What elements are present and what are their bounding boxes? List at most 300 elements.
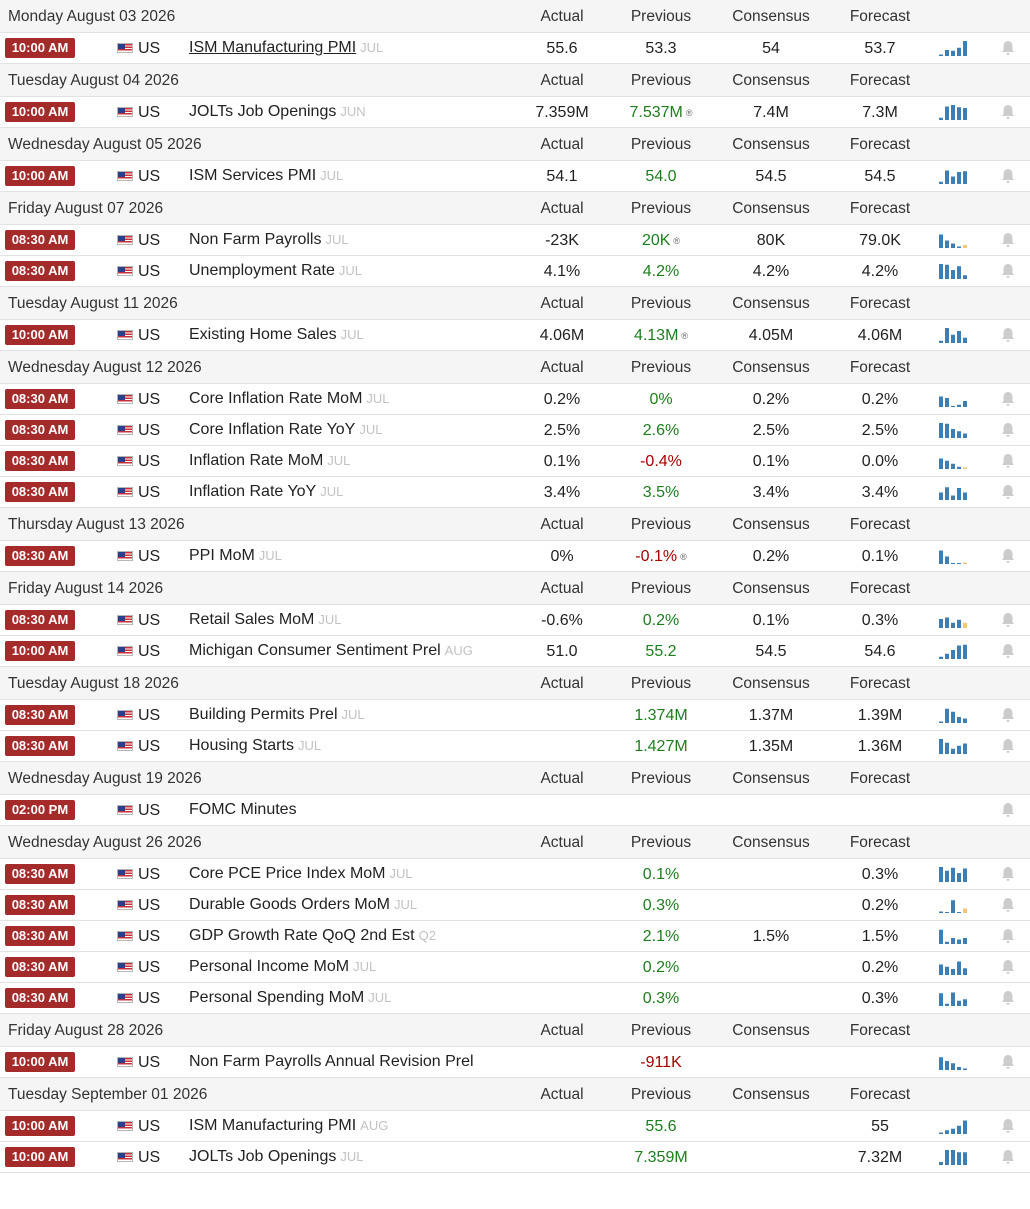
reference-period: JUL: [327, 453, 351, 468]
spark-bar: [951, 563, 955, 564]
bell-icon[interactable]: [1001, 104, 1015, 120]
previous-cell: [611, 232, 711, 250]
day-header: [0, 1078, 1030, 1111]
event-name[interactable]: [189, 989, 391, 1007]
history-sparkline[interactable]: [939, 612, 969, 628]
event-row[interactable]: [0, 33, 1030, 64]
day-header: [0, 826, 1030, 859]
event-title[interactable]: Core PCE Price Index MoM: [189, 865, 386, 882]
previous-value: 0.3%: [642, 990, 680, 1007]
sparkline-container[interactable]: [939, 1149, 969, 1165]
bell-icon[interactable]: [1001, 959, 1015, 975]
consensus-value: 1.37M: [748, 707, 794, 724]
event-title[interactable]: Durable Goods Orders MoM: [189, 896, 390, 913]
event-title[interactable]: Unemployment Rate: [189, 262, 335, 279]
sparkline-container[interactable]: [939, 263, 969, 279]
forecast-value: 0.0%: [861, 453, 899, 470]
event-row[interactable]: [0, 921, 1030, 952]
event-title[interactable]: Retail Sales MoM: [189, 611, 315, 628]
us-flag-icon: [117, 171, 133, 181]
column-header-forecast: Forecast: [849, 72, 911, 89]
time-badge: 08:30 AM: [5, 420, 75, 440]
history-sparkline[interactable]: [939, 422, 969, 438]
event-name[interactable]: [189, 231, 349, 249]
bell-icon[interactable]: [1001, 422, 1015, 438]
day-header: [0, 508, 1030, 541]
reference-period: JUL: [368, 990, 392, 1005]
bell-icon[interactable]: [1001, 928, 1015, 944]
event-name[interactable]: [189, 611, 342, 629]
column-header-forecast: Forecast: [849, 200, 911, 217]
bell-icon[interactable]: [1001, 897, 1015, 913]
history-sparkline[interactable]: [939, 484, 969, 500]
bell-icon[interactable]: [1001, 168, 1015, 184]
event-row[interactable]: [0, 636, 1030, 667]
sparkline-container[interactable]: [939, 612, 969, 628]
previous-value: 53.3: [645, 40, 677, 57]
previous-cell: [611, 738, 711, 756]
sparkline-container[interactable]: [939, 897, 969, 913]
sparkline-container[interactable]: [939, 327, 969, 343]
event-name[interactable]: [189, 421, 382, 439]
consensus-value: 1.5%: [752, 928, 790, 945]
history-sparkline[interactable]: [939, 1118, 969, 1134]
event-title[interactable]: Inflation Rate MoM: [189, 452, 324, 469]
spark-bar: [939, 1133, 943, 1135]
column-header-consensus: Consensus: [732, 359, 810, 376]
sparkline-container[interactable]: [939, 738, 969, 754]
sparkline-container[interactable]: [939, 453, 969, 469]
sparkline-container[interactable]: [939, 391, 969, 407]
actual-value: 2.5%: [543, 422, 581, 439]
us-flag-icon: [117, 394, 133, 404]
event-name[interactable]: [189, 737, 321, 755]
reference-period: JUL: [318, 612, 342, 627]
reference-period: Q2: [418, 928, 436, 943]
spark-bar: [957, 107, 961, 120]
sparkline-container[interactable]: [939, 959, 969, 975]
day-date: Tuesday September 01 2026: [8, 1086, 208, 1103]
event-name[interactable]: [189, 167, 343, 185]
time-badge: 08:30 AM: [5, 988, 75, 1008]
spark-bar: [939, 341, 943, 343]
column-header-previous: Previous: [630, 580, 692, 597]
event-title[interactable]: ISM Manufacturing PMI: [189, 1117, 357, 1134]
event-title[interactable]: JOLTs Job Openings: [189, 103, 337, 120]
forecast-value: 54.6: [864, 643, 896, 660]
previous-cell: [611, 168, 711, 186]
bell-icon[interactable]: [1001, 866, 1015, 882]
previous-cell: [611, 1054, 711, 1072]
history-sparkline[interactable]: [939, 232, 969, 248]
history-sparkline[interactable]: [939, 897, 969, 913]
bell-icon[interactable]: [1001, 1149, 1015, 1165]
reference-period: AUG: [360, 1118, 389, 1133]
forecast-value: 0.2%: [861, 959, 899, 976]
country-code: US: [138, 928, 161, 945]
spark-bar: [945, 107, 949, 121]
history-sparkline[interactable]: [939, 391, 969, 407]
sparkline-container[interactable]: [939, 422, 969, 438]
history-sparkline[interactable]: [939, 1149, 969, 1165]
event-title[interactable]: Non Farm Payrolls: [189, 231, 322, 248]
sparkline-container[interactable]: [939, 484, 969, 500]
bell-icon[interactable]: [1001, 738, 1015, 754]
spark-bar: [945, 424, 949, 438]
bell-icon[interactable]: [1001, 484, 1015, 500]
bell-icon[interactable]: [1001, 1118, 1015, 1134]
country-code: US: [138, 484, 161, 501]
sparkline-container[interactable]: [939, 1054, 969, 1070]
sparkline-container[interactable]: [939, 1118, 969, 1134]
event-row[interactable]: [0, 161, 1030, 192]
country-code: US: [138, 40, 161, 57]
spark-bar: [951, 496, 955, 501]
country-code: US: [138, 897, 161, 914]
event-name[interactable]: [189, 483, 343, 501]
event-title[interactable]: Housing Starts: [189, 737, 294, 754]
column-header-actual: Actual: [540, 675, 584, 692]
event-name[interactable]: [189, 1117, 388, 1135]
time-badge: 08:30 AM: [5, 926, 75, 946]
spark-bar: [963, 275, 967, 279]
event-title[interactable]: Personal Income MoM: [189, 958, 350, 975]
bell-icon[interactable]: [1001, 802, 1015, 818]
column-header-forecast: Forecast: [849, 136, 911, 153]
history-sparkline[interactable]: [939, 263, 969, 279]
event-name[interactable]: [189, 801, 297, 819]
previous-cell: [611, 1149, 711, 1167]
bell-icon[interactable]: [1001, 232, 1015, 248]
actual-value: 55.6: [546, 40, 578, 57]
day-date: Friday August 14 2026: [8, 580, 164, 597]
sparkline-container[interactable]: [939, 928, 969, 944]
event-name[interactable]: [189, 1148, 363, 1166]
column-header-consensus: Consensus: [732, 580, 810, 597]
spark-bar: [963, 434, 967, 439]
bell-icon[interactable]: [1001, 643, 1015, 659]
spark-bar: [957, 1001, 961, 1006]
time-badge: 10:00 AM: [5, 1116, 75, 1136]
previous-value: 3.5%: [642, 484, 680, 501]
event-name[interactable]: [189, 865, 413, 883]
spark-bar: [945, 654, 949, 659]
time-badge: 08:30 AM: [5, 957, 75, 977]
event-row[interactable]: [0, 415, 1030, 446]
forecast-value: 0.3%: [861, 612, 899, 629]
forecast-value: 0.2%: [861, 897, 899, 914]
sparkline-container[interactable]: [939, 232, 969, 248]
actual-value: 51.0: [546, 643, 578, 660]
country-code: US: [138, 1118, 161, 1135]
event-row[interactable]: [0, 256, 1030, 287]
spark-bar: [945, 1150, 949, 1165]
event-name[interactable]: [189, 390, 390, 408]
spark-bar: [939, 619, 943, 628]
event-row[interactable]: [0, 952, 1030, 983]
event-row[interactable]: [0, 859, 1030, 890]
consensus-value: 3.4%: [752, 484, 790, 501]
time-badge: 08:30 AM: [5, 864, 75, 884]
country-code: US: [138, 422, 161, 439]
event-row[interactable]: [0, 605, 1030, 636]
column-header-actual: Actual: [540, 1022, 584, 1039]
event-name[interactable]: [189, 262, 362, 280]
actual-value: 0%: [550, 548, 574, 565]
spark-bar-forecast: [963, 623, 967, 628]
column-header-consensus: Consensus: [732, 136, 810, 153]
spark-bar: [945, 241, 949, 249]
event-title[interactable]: JOLTs Job Openings: [189, 1148, 337, 1165]
history-sparkline[interactable]: [939, 643, 969, 659]
spark-bar: [963, 171, 967, 184]
column-header-actual: Actual: [540, 834, 584, 851]
consensus-value: 54.5: [755, 168, 787, 185]
us-flag-icon: [117, 1057, 133, 1067]
previous-cell: [611, 327, 711, 345]
sparkline-container[interactable]: [939, 707, 969, 723]
sparkline-container[interactable]: [939, 104, 969, 120]
forecast-value: 1.36M: [857, 738, 903, 755]
spark-bar: [957, 873, 961, 882]
spark-bar: [951, 464, 955, 469]
previous-value: 0%: [649, 391, 673, 408]
spark-bar: [939, 423, 943, 438]
history-sparkline[interactable]: [939, 1054, 969, 1070]
event-name[interactable]: [189, 326, 364, 344]
spark-bar: [963, 1152, 967, 1165]
previous-value: 4.2%: [642, 263, 680, 280]
event-row[interactable]: [0, 1047, 1030, 1078]
sparkline-container[interactable]: [939, 168, 969, 184]
event-name[interactable]: [189, 452, 350, 470]
previous-cell: [611, 897, 711, 915]
column-header-consensus: Consensus: [732, 516, 810, 533]
event-row[interactable]: [0, 731, 1030, 762]
us-flag-icon: [117, 805, 133, 815]
event-title[interactable]: Core Inflation Rate MoM: [189, 390, 363, 407]
history-sparkline[interactable]: [939, 738, 969, 754]
spark-bar: [957, 331, 961, 343]
spark-bar: [939, 493, 943, 501]
country-code: US: [138, 990, 161, 1007]
previous-cell: [611, 928, 711, 946]
forecast-value: 79.0K: [859, 232, 901, 249]
actual-value: 3.4%: [543, 484, 581, 501]
history-sparkline[interactable]: [939, 707, 969, 723]
forecast-value: 55: [871, 1118, 889, 1135]
event-row[interactable]: [0, 1142, 1030, 1173]
column-header-previous: Previous: [630, 8, 692, 25]
sparkline-container[interactable]: [939, 548, 969, 564]
bell-icon[interactable]: [1001, 1054, 1015, 1070]
spark-bar: [957, 746, 961, 754]
event-name[interactable]: [189, 958, 376, 976]
event-title[interactable]: Existing Home Sales: [189, 326, 337, 343]
column-header-forecast: Forecast: [849, 580, 911, 597]
column-header-previous: Previous: [630, 516, 692, 533]
event-row[interactable]: [0, 446, 1030, 477]
previous-cell: [611, 453, 711, 471]
spark-bar: [951, 270, 955, 279]
country-code: US: [138, 643, 161, 660]
column-header-actual: Actual: [540, 136, 584, 153]
event-row[interactable]: [0, 795, 1030, 826]
event-row[interactable]: [0, 384, 1030, 415]
column-header-consensus: Consensus: [732, 675, 810, 692]
spark-bar: [945, 618, 949, 629]
column-header-forecast: Forecast: [849, 1022, 911, 1039]
history-sparkline[interactable]: [939, 168, 969, 184]
reference-period: JUL: [389, 866, 413, 881]
event-link[interactable]: ISM Manufacturing PMI: [189, 39, 357, 56]
bell-icon[interactable]: [1001, 612, 1015, 628]
bell-icon[interactable]: [1001, 548, 1015, 564]
spark-bar: [951, 749, 955, 754]
event-name[interactable]: [189, 896, 417, 914]
sparkline-container[interactable]: [939, 40, 969, 56]
bell-icon[interactable]: [1001, 453, 1015, 469]
event-title[interactable]: PPI MoM: [189, 547, 255, 564]
spark-bar: [939, 722, 943, 724]
spark-bar: [939, 235, 943, 249]
bell-icon[interactable]: [1001, 263, 1015, 279]
spark-bar: [939, 1057, 943, 1070]
column-header-actual: Actual: [540, 8, 584, 25]
reference-period: JUL: [360, 40, 384, 55]
country-code: US: [138, 453, 161, 470]
time-badge: 10:00 AM: [5, 1052, 75, 1072]
event-row[interactable]: [0, 97, 1030, 128]
event-row[interactable]: [0, 1111, 1030, 1142]
us-flag-icon: [117, 1121, 133, 1131]
event-title[interactable]: Core Inflation Rate YoY: [189, 421, 356, 438]
day-date: Wednesday August 05 2026: [8, 136, 202, 153]
event-row[interactable]: [0, 541, 1030, 572]
day-date: Friday August 07 2026: [8, 200, 164, 217]
column-header-actual: Actual: [540, 770, 584, 787]
column-header-previous: Previous: [630, 770, 692, 787]
actual-value: 4.1%: [543, 263, 581, 280]
spark-bar: [939, 739, 943, 754]
bell-icon[interactable]: [1001, 707, 1015, 723]
day-date: Tuesday August 18 2026: [8, 675, 179, 692]
event-title[interactable]: Building Permits Prel: [189, 706, 338, 723]
history-sparkline[interactable]: [939, 548, 969, 564]
event-row[interactable]: [0, 700, 1030, 731]
revised-icon: ®: [685, 108, 693, 118]
spark-bar: [963, 401, 967, 407]
bell-icon[interactable]: [1001, 327, 1015, 343]
spark-bar: [957, 1152, 961, 1165]
consensus-value: 4.05M: [748, 327, 794, 344]
event-name[interactable]: [189, 706, 365, 724]
country-code: US: [138, 1054, 161, 1071]
bell-icon[interactable]: [1001, 391, 1015, 407]
bell-icon[interactable]: [1001, 40, 1015, 56]
us-flag-icon: [117, 456, 133, 466]
spark-bar: [945, 487, 949, 500]
event-name[interactable]: [189, 547, 282, 565]
column-header-previous: Previous: [630, 200, 692, 217]
event-name[interactable]: [189, 642, 473, 660]
event-title[interactable]: FOMC Minutes: [189, 801, 297, 818]
previous-value: 55.2: [645, 643, 677, 660]
consensus-value: 0.1%: [752, 453, 790, 470]
event-row[interactable]: [0, 477, 1030, 508]
column-header-previous: Previous: [630, 1086, 692, 1103]
spark-bar: [963, 1121, 967, 1135]
event-title[interactable]: ISM Services PMI: [189, 167, 317, 184]
bell-icon[interactable]: [1001, 990, 1015, 1006]
time-badge: 08:30 AM: [5, 389, 75, 409]
spark-bar: [951, 712, 955, 723]
history-sparkline[interactable]: [939, 959, 969, 975]
country-code: US: [138, 232, 161, 249]
column-header-forecast: Forecast: [849, 516, 911, 533]
spark-bar: [957, 1126, 961, 1134]
event-title[interactable]: GDP Growth Rate QoQ 2nd Est: [189, 927, 415, 944]
event-name[interactable]: [189, 103, 366, 121]
spark-bar: [957, 912, 961, 913]
forecast-value: 1.39M: [857, 707, 903, 724]
event-row[interactable]: [0, 890, 1030, 921]
previous-cell: [611, 548, 711, 566]
country-code: US: [138, 391, 161, 408]
country-code: US: [138, 802, 161, 819]
sparkline-container[interactable]: [939, 643, 969, 659]
history-sparkline[interactable]: [939, 104, 969, 120]
day-date: Tuesday August 04 2026: [8, 72, 179, 89]
column-header-actual: Actual: [540, 516, 584, 533]
country-code: US: [138, 548, 161, 565]
spark-bar: [945, 709, 949, 723]
previous-value: 7.359M: [634, 1149, 688, 1166]
us-flag-icon: [117, 425, 133, 435]
country-code: US: [138, 1149, 161, 1166]
column-header-forecast: Forecast: [849, 295, 911, 312]
event-row[interactable]: [0, 320, 1030, 351]
sparkline-container[interactable]: [939, 866, 969, 882]
event-name[interactable]: [189, 39, 383, 57]
history-sparkline[interactable]: [939, 866, 969, 882]
consensus-value: 4.2%: [752, 263, 790, 280]
history-sparkline[interactable]: [939, 990, 969, 1006]
day-date: Wednesday August 19 2026: [8, 770, 202, 787]
event-row[interactable]: [0, 983, 1030, 1014]
history-sparkline[interactable]: [939, 453, 969, 469]
history-sparkline[interactable]: [939, 327, 969, 343]
event-title[interactable]: Non Farm Payrolls Annual Revision Prel: [189, 1053, 474, 1070]
previous-cell: [611, 959, 711, 977]
day-date: Thursday August 13 2026: [8, 516, 185, 533]
event-title[interactable]: Michigan Consumer Sentiment Prel: [189, 642, 441, 659]
column-header-previous: Previous: [630, 136, 692, 153]
event-title[interactable]: Inflation Rate YoY: [189, 483, 317, 500]
day-date: Tuesday August 11 2026: [8, 295, 178, 312]
day-header: [0, 762, 1030, 795]
event-name[interactable]: [189, 927, 436, 945]
column-header-consensus: Consensus: [732, 834, 810, 851]
event-name[interactable]: [189, 1053, 474, 1071]
spark-bar: [963, 744, 967, 755]
event-row[interactable]: [0, 225, 1030, 256]
event-title[interactable]: Personal Spending MoM: [189, 989, 365, 1006]
spark-bar: [951, 177, 955, 185]
sparkline-container[interactable]: [939, 990, 969, 1006]
history-sparkline[interactable]: [939, 928, 969, 944]
history-sparkline[interactable]: [939, 40, 969, 56]
